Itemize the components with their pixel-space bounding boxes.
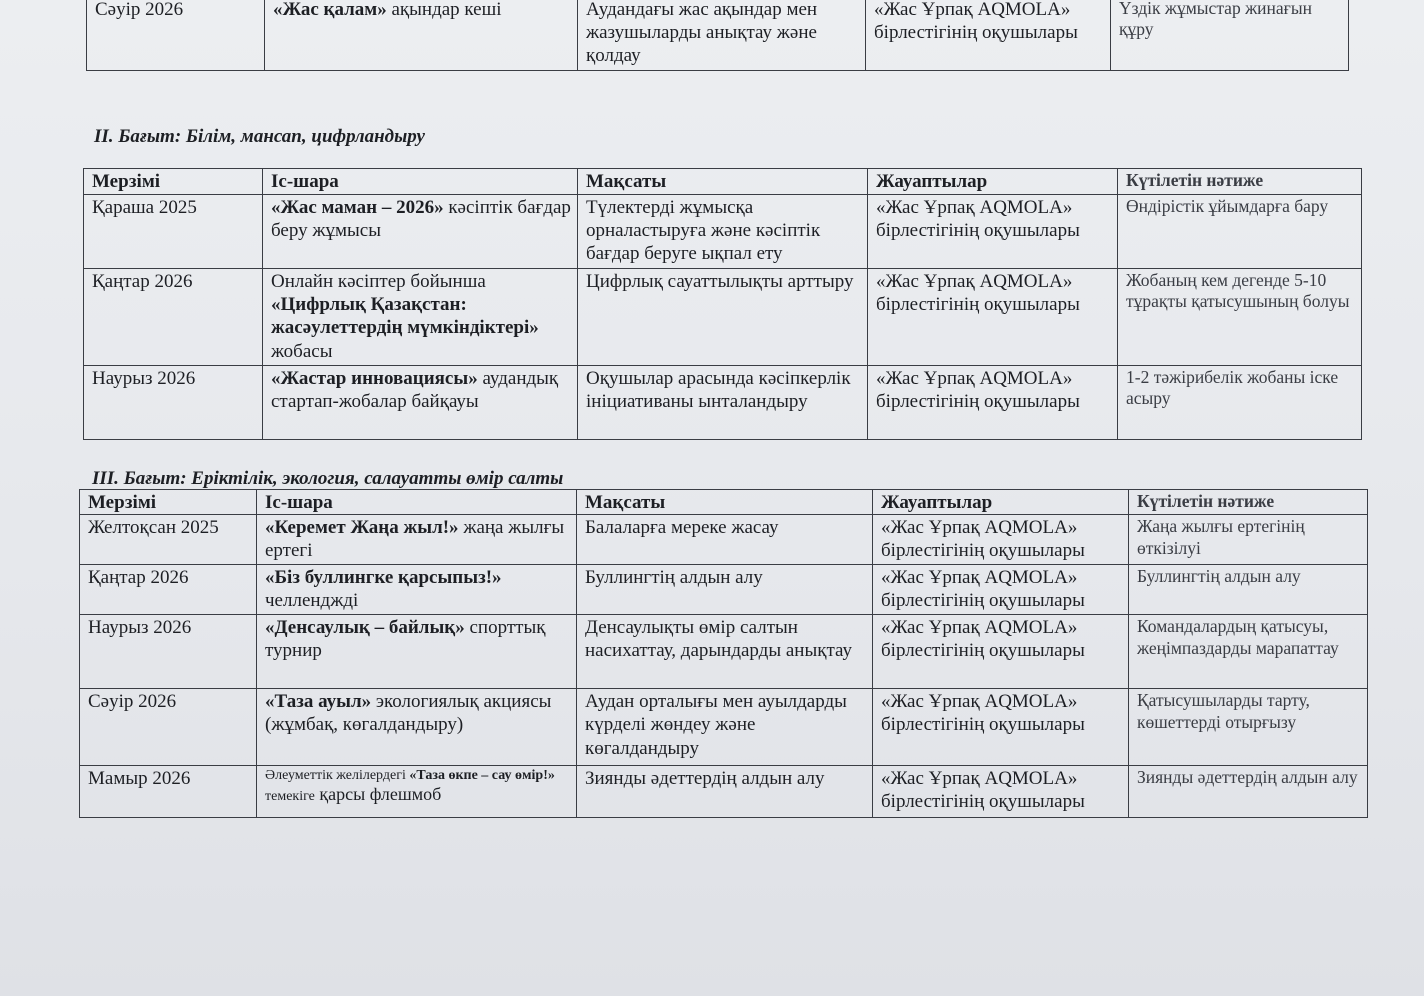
date-cell: Сәуір 2026 (80, 689, 257, 766)
header-responsible: Жауаптылар (873, 490, 1129, 515)
table-row (80, 615, 1368, 689)
header-result: Күтілетін нәтиже (1118, 169, 1362, 195)
goal-cell: Балаларға мереке жасау (577, 515, 873, 565)
table-row (87, 0, 1349, 71)
event-cell: «Біз буллингке қарсыпыз!» челленджді (257, 565, 577, 615)
result-cell: Өндірістік ұйымдарға бару (1118, 195, 1362, 269)
goal-cell: Аудандағы жас ақындар мен жазушыларды анықтау және қолдау (578, 0, 866, 71)
goal-cell: Денсаулықты өмір салтын насихаттау, дарындарды анықтау (577, 615, 873, 689)
date-cell: Қаңтар 2026 (80, 565, 257, 615)
header-date: Мерзімі (84, 169, 263, 195)
responsible-cell: «Жас Ұрпақ AQMOLA» бірлестігінің оқушылары (868, 269, 1118, 366)
responsible-cell: «Жас Ұрпақ AQMOLA» бірлестігінің оқушылары (868, 366, 1118, 440)
goal-cell: Буллингтің алдын алу (577, 565, 873, 615)
section-2-table (83, 168, 1362, 440)
event-cell: «Жас маман – 2026» кәсіптік бағдар беру жұмысы (263, 195, 578, 269)
date-cell: Наурыз 2026 (84, 366, 263, 440)
date-cell: Сәуір 2026 (87, 0, 265, 71)
event-cell: «Керемет Жаңа жыл!» жаңа жылғы ертегі (257, 515, 577, 565)
date-cell: Қараша 2025 (84, 195, 263, 269)
date-cell: Мамыр 2026 (80, 766, 257, 818)
goal-cell: Цифрлық сауаттылықты арттыру (578, 269, 868, 366)
table-row (84, 195, 1362, 269)
table-row (80, 766, 1368, 818)
result-cell: Үздік жұмыстар жинағын құру (1111, 0, 1349, 71)
section-2-title: II. Бағыт: Білім, мансап, цифрландыру (94, 126, 425, 147)
header-date: Мерзімі (80, 490, 257, 515)
table-row (84, 269, 1362, 366)
event-cell: «Жастар инновациясы» аудандық стартап-жобалар байқауы (263, 366, 578, 440)
result-cell: Жобаның кем дегенде 5-10 тұрақты қатысушының болуы (1118, 269, 1362, 366)
table-row (80, 515, 1368, 565)
goal-cell: Түлектерді жұмысқа орналастыруға және кәсіптік бағдар беруге ықпал ету (578, 195, 868, 269)
responsible-cell: «Жас Ұрпақ AQMOLA» бірлестігінің оқушылары (873, 565, 1129, 615)
result-cell: 1-2 тәжірибелік жобаны іске асыру (1118, 366, 1362, 440)
event-cell: Онлайн кәсіптер бойынша «Цифрлық Қазақстан: жасәулеттердің мүмкіндіктері» жобасы (263, 269, 578, 366)
result-cell: Жаңа жылғы ертегінің өткізілуі (1129, 515, 1368, 565)
section-3-table (79, 489, 1368, 818)
date-cell: Қаңтар 2026 (84, 269, 263, 366)
section-3-title: III. Бағыт: Еріктілік, экология, салауатты өмір салты (92, 468, 564, 489)
header-result: Күтілетін нәтиже (1129, 490, 1368, 515)
responsible-cell: «Жас Ұрпақ AQMOLA» бірлестігінің оқушылары (873, 515, 1129, 565)
responsible-cell: «Жас Ұрпақ AQMOLA» бірлестігінің оқушылары (866, 0, 1111, 71)
header-responsible: Жауаптылар (868, 169, 1118, 195)
result-cell: Зиянды әдеттердің алдын алу (1129, 766, 1368, 818)
result-cell: Қатысушыларды тарту, көшеттерді отырғызу (1129, 689, 1368, 766)
event-cell: «Жас қалам» ақындар кеші (265, 0, 578, 71)
top-table (86, 0, 1349, 71)
event-cell: Әлеуметтік желілердегі «Таза өкпе – сау өмір!» темекіге қарсы флешмоб (257, 766, 577, 818)
responsible-cell: «Жас Ұрпақ AQMOLA» бірлестігінің оқушылары (873, 689, 1129, 766)
date-cell: Желтоқсан 2025 (80, 515, 257, 565)
result-cell: Командалардың қатысуы, жеңімпаздарды марапаттау (1129, 615, 1368, 689)
header-event: Іс-шара (263, 169, 578, 195)
header-goal: Мақсаты (578, 169, 868, 195)
date-cell: Наурыз 2026 (80, 615, 257, 689)
responsible-cell: «Жас Ұрпақ AQMOLA» бірлестігінің оқушылары (873, 766, 1129, 818)
responsible-cell: «Жас Ұрпақ AQMOLA» бірлестігінің оқушылары (873, 615, 1129, 689)
table-row (84, 366, 1362, 440)
table-header-row (80, 490, 1368, 515)
result-cell: Буллингтің алдын алу (1129, 565, 1368, 615)
goal-cell: Зиянды әдеттердің алдын алу (577, 766, 873, 818)
responsible-cell: «Жас Ұрпақ AQMOLA» бірлестігінің оқушылары (868, 195, 1118, 269)
goal-cell: Аудан орталығы мен ауылдарды күрделі жөндеу және көгалдандыру (577, 689, 873, 766)
header-event: Іс-шара (257, 490, 577, 515)
goal-cell: Оқушылар арасында кәсіпкерлік ініциативаны ынталандыру (578, 366, 868, 440)
table-header-row (84, 169, 1362, 195)
table-row (80, 565, 1368, 615)
table-row (80, 689, 1368, 766)
header-goal: Мақсаты (577, 490, 873, 515)
event-cell: «Таза ауыл» экологиялық акциясы (жұмбақ, көгалдандыру) (257, 689, 577, 766)
event-cell: «Денсаулық – байлық» спорттық турнир (257, 615, 577, 689)
